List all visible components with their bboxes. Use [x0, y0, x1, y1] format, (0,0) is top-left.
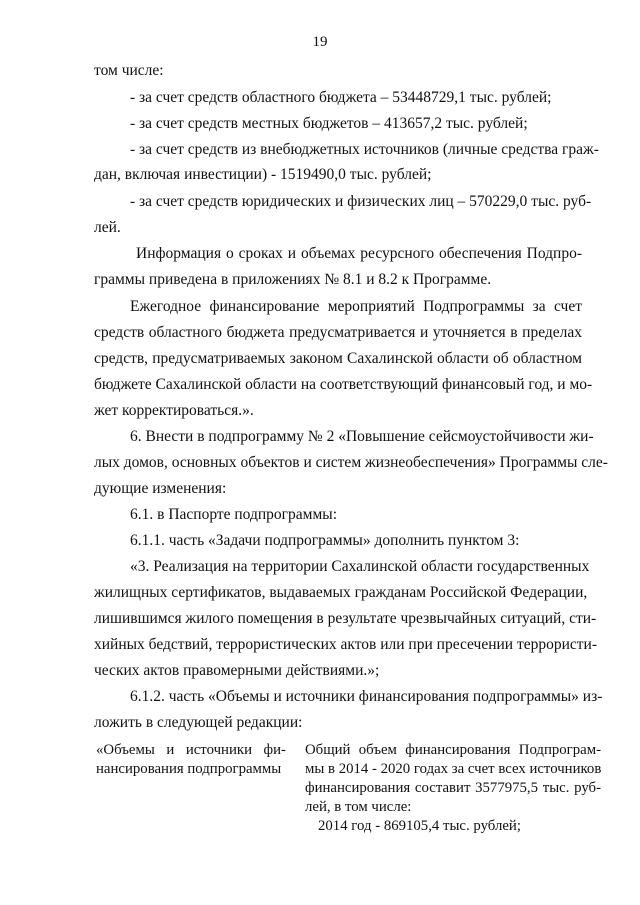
- table-label-line: «Объемы и источники фи-: [96, 742, 286, 758]
- paragraph-line: Ежегодное финансирование мероприятий Подпрограммы за счет: [130, 298, 582, 315]
- paragraph-line: бюджете Сахалинской области на соответствующий финансовый год, и мо-: [94, 376, 593, 393]
- list-item: - за счет средств из внебюджетных источников (личные средства граж-: [130, 141, 599, 158]
- list-item: - за счет средств юридических и физических лиц – 570229,0 тыс. руб-: [130, 193, 592, 210]
- paragraph-line: жилищных сертификатов, выдаваемых гражданам Российской Федерации,: [94, 584, 588, 601]
- paragraph-line: дующие изменения:: [94, 480, 227, 497]
- paragraph-line: средств областного бюджета предусматривается и уточняется в пределах: [94, 324, 582, 341]
- paragraph-line: граммы приведена в приложениях № 8.1 и 8.2 к Программе.: [94, 271, 492, 288]
- table-value-line: лей, в том числе:: [305, 799, 412, 815]
- text-line: том числе:: [94, 62, 164, 79]
- paragraph-line: 6.1.2. часть «Объемы и источники финансирования подпрограммы» из-: [130, 688, 603, 705]
- table-value-line: финансирования составит 3577975,5 тыс. руб-: [305, 780, 601, 796]
- list-item: - за счет средств областного бюджета – 53448729,1 тыс. рублей;: [130, 89, 552, 106]
- table-value-line: мы в 2014 - 2020 годах за счет всех источников: [305, 761, 602, 777]
- paragraph-line: 6. Внести в подпрограмму № 2 «Повышение сейсмоустойчивости жи-: [130, 428, 594, 445]
- text-line: лей.: [94, 219, 121, 236]
- table-value-line: 2014 год - 869105,4 тыс. рублей;: [318, 818, 521, 834]
- page-number: 19: [312, 34, 328, 50]
- table-label-line: нансирования подпрограммы: [96, 761, 282, 777]
- paragraph-line: лых домов, основных объектов и систем жизнеобеспечения» Программы сле-: [94, 454, 608, 471]
- paragraph-line: жет корректироваться.».: [94, 402, 254, 419]
- paragraph-line: 6.1.1. часть «Задачи подпрограммы» дополнить пунктом 3:: [130, 532, 520, 549]
- paragraph-line: Информация о сроках и объемах ресурсного обеспечения Подпро-: [136, 245, 582, 262]
- paragraph-line: ложить в следующей редакции:: [94, 714, 303, 731]
- paragraph-line: «3. Реализация на территории Сахалинской области государственных: [130, 558, 590, 575]
- paragraph-line: ческих актов правомерными действиями.»;: [94, 662, 380, 679]
- paragraph-line: лишившимся жилого помещения в результате чрезвычайных ситуаций, сти-: [94, 610, 597, 627]
- table-value-line: Общий объем финансирования Подпрограм-: [305, 742, 601, 758]
- paragraph-line: хийных бедствий, террористических актов или при пресечении террористи-: [94, 636, 598, 653]
- paragraph-line: средств, предусматриваемых законом Сахалинской области об областном: [94, 350, 582, 367]
- paragraph-line: 6.1. в Паспорте подпрограммы:: [130, 506, 337, 523]
- list-item: - за счет средств местных бюджетов – 413657,2 тыс. рублей;: [130, 115, 528, 132]
- text-line: дан, включая инвестиции) - 1519490,0 тыс. рублей;: [94, 166, 432, 183]
